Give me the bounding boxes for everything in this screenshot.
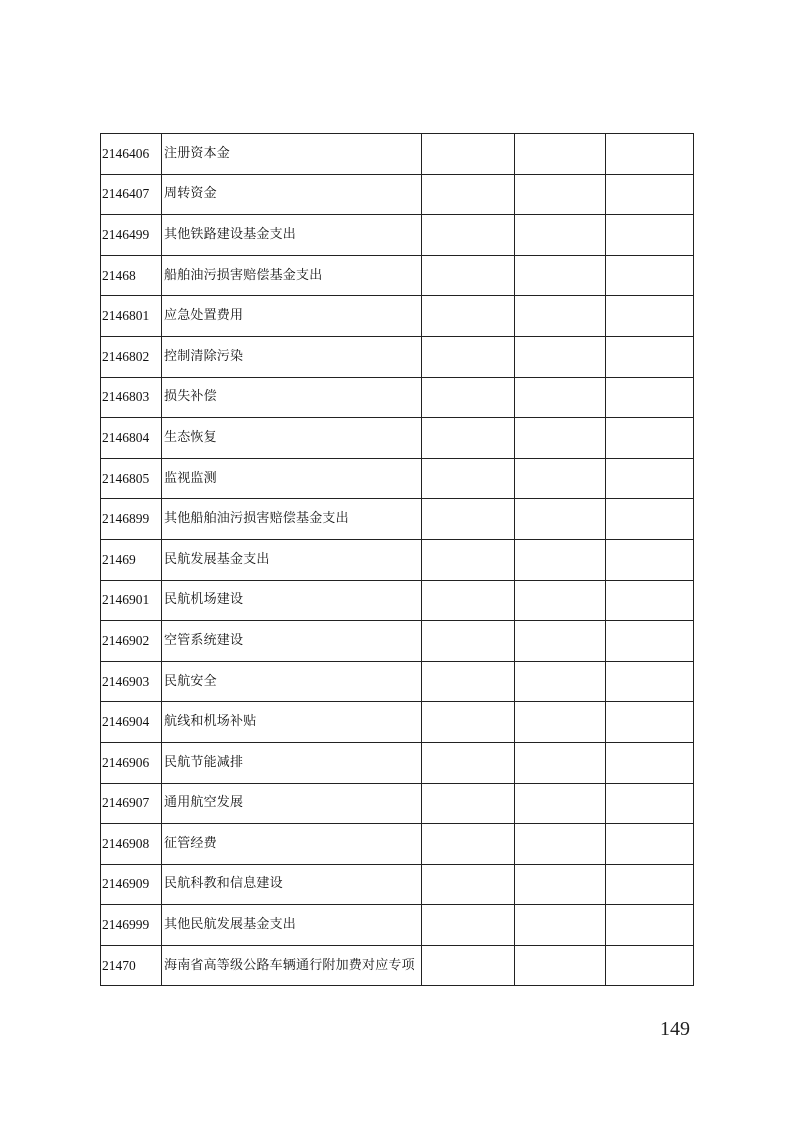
empty-cell (422, 580, 515, 621)
empty-cell (606, 458, 694, 499)
row-name: 民航机场建设 (162, 580, 422, 621)
row-name: 空管系统建设 (162, 621, 422, 662)
empty-cell (422, 377, 515, 418)
empty-cell (422, 539, 515, 580)
empty-cell (422, 621, 515, 662)
empty-cell (606, 215, 694, 256)
row-name: 其他铁路建设基金支出 (162, 215, 422, 256)
empty-cell (606, 296, 694, 337)
empty-cell (515, 499, 606, 540)
empty-cell (606, 702, 694, 743)
empty-cell (422, 702, 515, 743)
empty-cell (606, 134, 694, 175)
row-code: 2146908 (101, 824, 162, 865)
empty-cell (606, 661, 694, 702)
row-code: 2146903 (101, 661, 162, 702)
table-row (101, 945, 694, 986)
row-code: 2146899 (101, 499, 162, 540)
empty-cell (515, 621, 606, 662)
table-row (101, 824, 694, 865)
empty-cell (606, 174, 694, 215)
empty-cell (422, 499, 515, 540)
empty-cell (422, 864, 515, 905)
table-row (101, 336, 694, 377)
empty-cell (422, 215, 515, 256)
empty-cell (515, 336, 606, 377)
row-name: 民航科教和信息建设 (162, 864, 422, 905)
empty-cell (515, 296, 606, 337)
row-code: 2146804 (101, 418, 162, 459)
page-number: 149 (660, 1018, 690, 1040)
table-row (101, 458, 694, 499)
empty-cell (606, 824, 694, 865)
empty-cell (515, 580, 606, 621)
row-code: 2146906 (101, 742, 162, 783)
empty-cell (606, 377, 694, 418)
empty-cell (515, 418, 606, 459)
row-name: 其他船舶油污损害赔偿基金支出 (162, 499, 422, 540)
empty-cell (515, 742, 606, 783)
empty-cell (422, 661, 515, 702)
empty-cell (422, 458, 515, 499)
row-code: 21469 (101, 539, 162, 580)
row-name: 其他民航发展基金支出 (162, 905, 422, 946)
empty-cell (606, 418, 694, 459)
row-name: 损失补偿 (162, 377, 422, 418)
budget-table (100, 133, 694, 986)
budget-table-body (101, 134, 694, 986)
empty-cell (422, 296, 515, 337)
empty-cell (606, 621, 694, 662)
row-name: 应急处置费用 (162, 296, 422, 337)
empty-cell (515, 783, 606, 824)
table-row (101, 539, 694, 580)
empty-cell (606, 539, 694, 580)
empty-cell (606, 499, 694, 540)
row-code: 2146907 (101, 783, 162, 824)
row-code: 2146802 (101, 336, 162, 377)
row-code: 2146406 (101, 134, 162, 175)
empty-cell (606, 945, 694, 986)
row-name: 船舶油污损害赔偿基金支出 (162, 255, 422, 296)
table-row (101, 296, 694, 337)
row-name: 征管经费 (162, 824, 422, 865)
empty-cell (606, 255, 694, 296)
empty-cell (422, 824, 515, 865)
table-row (101, 418, 694, 459)
row-code: 2146999 (101, 905, 162, 946)
table-row (101, 905, 694, 946)
table-row (101, 702, 694, 743)
row-name: 监视监测 (162, 458, 422, 499)
table-row (101, 783, 694, 824)
empty-cell (515, 134, 606, 175)
empty-cell (515, 945, 606, 986)
table-row (101, 174, 694, 215)
row-name: 民航发展基金支出 (162, 539, 422, 580)
table-row (101, 864, 694, 905)
empty-cell (422, 945, 515, 986)
empty-cell (515, 905, 606, 946)
empty-cell (422, 134, 515, 175)
empty-cell (422, 783, 515, 824)
table-row (101, 742, 694, 783)
row-code: 21470 (101, 945, 162, 986)
row-code: 2146901 (101, 580, 162, 621)
row-name: 控制清除污染 (162, 336, 422, 377)
row-code: 21468 (101, 255, 162, 296)
empty-cell (606, 336, 694, 377)
row-name: 通用航空发展 (162, 783, 422, 824)
row-code: 2146909 (101, 864, 162, 905)
table-row (101, 621, 694, 662)
empty-cell (515, 174, 606, 215)
row-code: 2146902 (101, 621, 162, 662)
empty-cell (515, 215, 606, 256)
row-code: 2146803 (101, 377, 162, 418)
empty-cell (515, 377, 606, 418)
empty-cell (422, 905, 515, 946)
row-name: 海南省高等级公路车辆通行附加费对应专项 (162, 945, 422, 986)
table-row (101, 580, 694, 621)
row-code: 2146407 (101, 174, 162, 215)
table-row (101, 499, 694, 540)
empty-cell (515, 458, 606, 499)
empty-cell (515, 661, 606, 702)
empty-cell (422, 742, 515, 783)
row-name: 航线和机场补贴 (162, 702, 422, 743)
row-name: 生态恢复 (162, 418, 422, 459)
empty-cell (515, 864, 606, 905)
empty-cell (515, 824, 606, 865)
empty-cell (422, 418, 515, 459)
row-name: 民航安全 (162, 661, 422, 702)
empty-cell (606, 864, 694, 905)
empty-cell (422, 174, 515, 215)
empty-cell (422, 255, 515, 296)
empty-cell (515, 539, 606, 580)
row-name: 注册资本金 (162, 134, 422, 175)
row-code: 2146801 (101, 296, 162, 337)
empty-cell (422, 336, 515, 377)
empty-cell (606, 783, 694, 824)
row-name: 周转资金 (162, 174, 422, 215)
row-code: 2146499 (101, 215, 162, 256)
table-row (101, 661, 694, 702)
empty-cell (606, 580, 694, 621)
empty-cell (606, 742, 694, 783)
table-row (101, 215, 694, 256)
row-name: 民航节能减排 (162, 742, 422, 783)
table-row (101, 255, 694, 296)
table-row (101, 134, 694, 175)
empty-cell (515, 255, 606, 296)
empty-cell (606, 905, 694, 946)
table-row (101, 377, 694, 418)
empty-cell (515, 702, 606, 743)
row-code: 2146805 (101, 458, 162, 499)
row-code: 2146904 (101, 702, 162, 743)
